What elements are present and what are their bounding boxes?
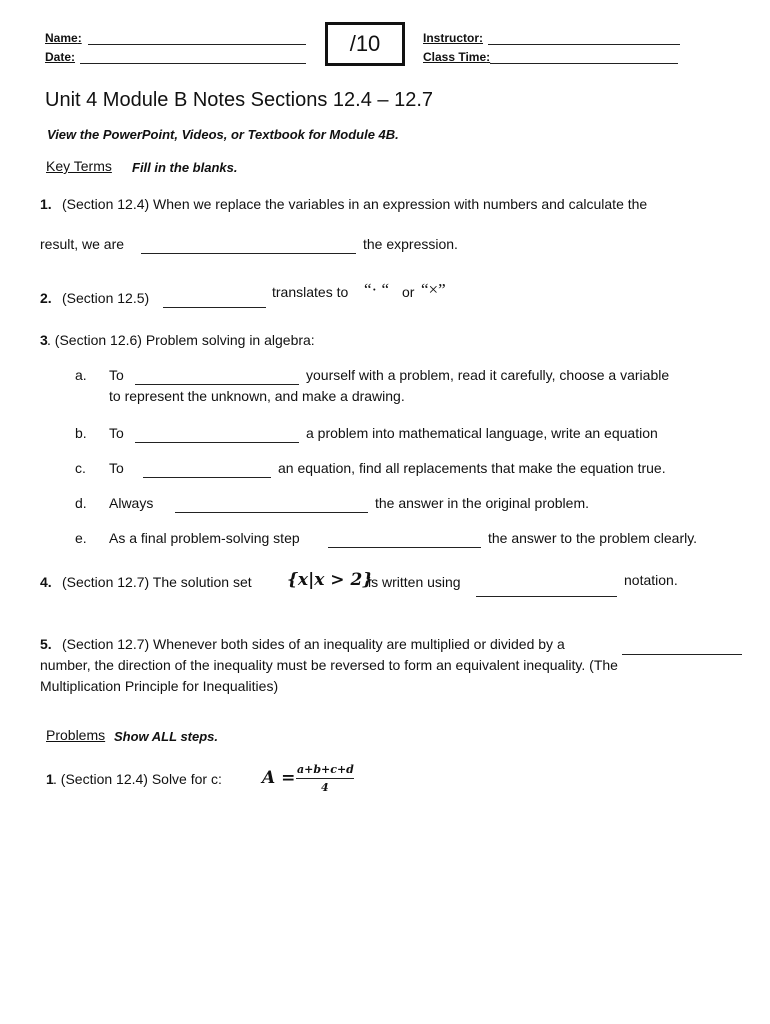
q3b-blank[interactable] (135, 442, 299, 443)
instructor-field[interactable] (488, 44, 680, 45)
q3b-pre: To (109, 425, 124, 441)
page-title: Unit 4 Module B Notes Sections 12.4 – 12.7 (45, 89, 434, 111)
key-terms-instruction: Fill in the blanks. (132, 160, 238, 175)
p1-lhs: A = (262, 768, 296, 788)
q5-line1: (Section 12.7) Whenever both sides of an inequality are multiplied or divided by a (62, 636, 565, 652)
q3b-post: a problem into mathematical language, write an equation (306, 425, 658, 441)
q4-blank[interactable] (476, 596, 617, 597)
q2-dot-symbol: “· “ (364, 280, 390, 299)
q1-line1: (Section 12.4) When we replace the variables in an expression with numbers and calculate the (62, 196, 648, 212)
q2-number: 2. (40, 290, 52, 306)
q3d-blank[interactable] (175, 512, 368, 513)
key-terms-heading: Key Terms (46, 158, 112, 174)
q2-or: or (402, 284, 415, 300)
date-field[interactable] (80, 63, 306, 64)
class-time-label: Class Time: (423, 50, 491, 64)
q4-set-notation: {x|x > 2} (287, 570, 374, 590)
q3-number: 3 (40, 332, 48, 348)
q2-times-symbol: “×” (421, 280, 446, 299)
q3b-letter: b. (75, 425, 87, 441)
p1-number: 1 (46, 771, 54, 787)
score-text: /10 (349, 31, 381, 56)
q3d-pre: Always (109, 495, 154, 511)
q3a-letter: a. (75, 367, 87, 383)
q1-blank[interactable] (141, 253, 356, 254)
q3-intro: . (Section 12.6) Problem solving in algebra: (47, 332, 315, 348)
p1-denominator: 4 (321, 781, 329, 794)
q5-line2: number, the direction of the inequality must be reversed to form an equivalent inequality. (The (40, 657, 618, 673)
name-field[interactable] (88, 44, 306, 45)
q4-number: 4. (40, 574, 52, 590)
q3c-post: an equation, find all replacements that make the equation true. (278, 460, 666, 476)
q4-pre: (Section 12.7) The solution set (62, 574, 252, 590)
instructor-label: Instructor: (423, 31, 484, 45)
q3d-letter: d. (75, 495, 87, 511)
q3a-pre: To (109, 367, 124, 383)
class-time-field[interactable] (490, 63, 678, 64)
q3e-blank[interactable] (328, 547, 481, 548)
score-box (325, 22, 405, 66)
q3e-post: the answer to the problem clearly. (488, 530, 698, 546)
subtitle: View the PowerPoint, Videos, or Textbook for Module 4B. (47, 127, 399, 142)
q3a-post: yourself with a problem, read it carefully, choose a variable (306, 367, 670, 383)
p1-fraction-bar (296, 778, 354, 779)
q4-post: notation. (624, 572, 678, 588)
q1-line2-post: the expression. (363, 236, 458, 252)
q3c-pre: To (109, 460, 124, 476)
q5-line3: Multiplication Principle for Inequalities) (40, 678, 279, 694)
q4-mid: is written using (368, 574, 461, 590)
q5-number: 5. (40, 636, 52, 652)
q2-translates: translates to (272, 284, 349, 300)
p1-numerator: a+b+c+d (297, 763, 354, 776)
q3d-post: the answer in the original problem. (375, 495, 590, 511)
date-label: Date: (45, 50, 76, 64)
q3c-blank[interactable] (143, 477, 271, 478)
q3a-blank[interactable] (135, 384, 299, 385)
q1-line2-pre: result, we are (40, 236, 125, 252)
q2-blank[interactable] (163, 307, 266, 308)
q3a-line2: to represent the unknown, and make a drawing. (109, 388, 405, 404)
q1-number: 1. (40, 196, 52, 212)
q5-blank[interactable] (622, 654, 742, 655)
name-label: Name: (45, 31, 82, 45)
q2-section: (Section 12.5) (62, 290, 150, 306)
q3c-letter: c. (75, 460, 86, 476)
p1-text: . (Section 12.4) Solve for c: (53, 771, 222, 787)
problems-heading: Problems (46, 727, 106, 743)
problems-instruction: Show ALL steps. (114, 729, 219, 744)
q3e-letter: e. (75, 530, 87, 546)
q3e-pre: As a final problem-solving step (109, 530, 300, 546)
